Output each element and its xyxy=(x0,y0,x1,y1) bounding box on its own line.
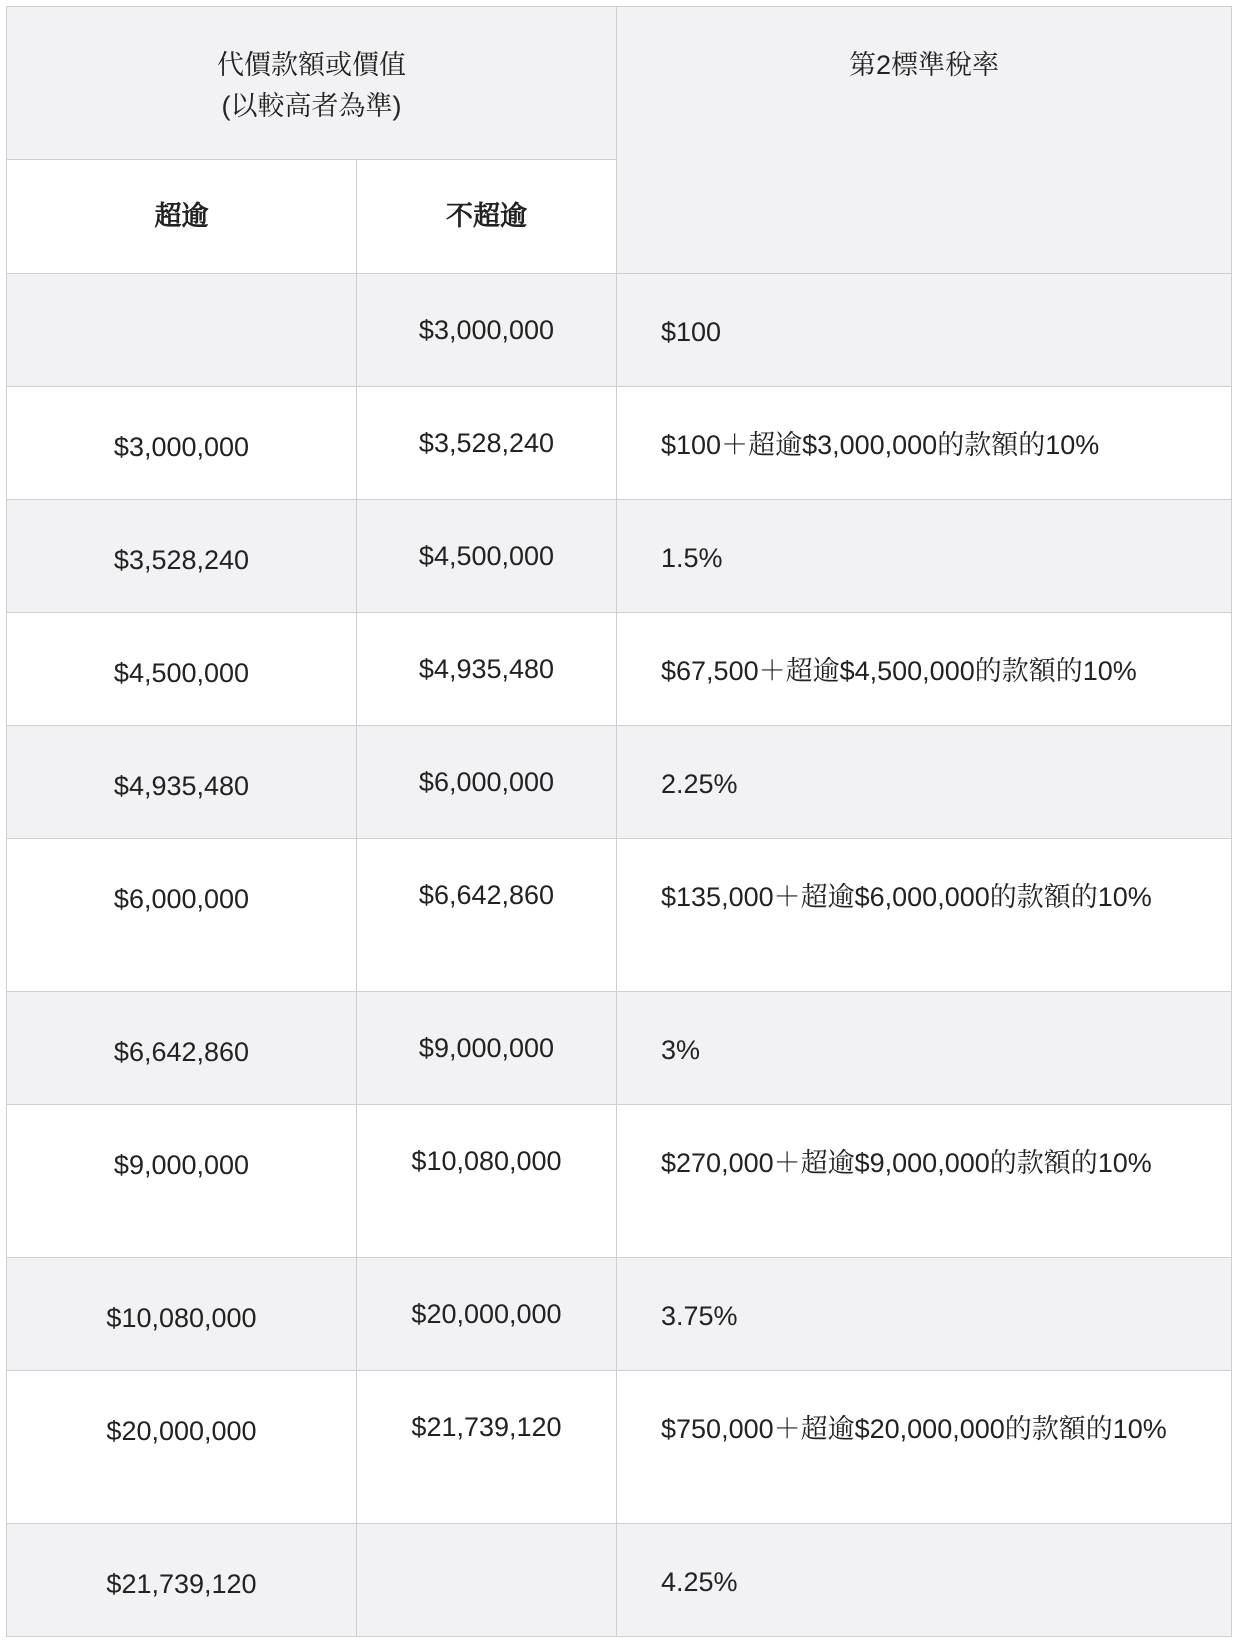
exceeds-cell: $6,000,000 xyxy=(7,839,357,992)
rate-cell: $270,000＋超逾$9,000,000的款額的10% xyxy=(617,1105,1232,1258)
not-exceeding-cell: $21,739,120 xyxy=(357,1371,617,1524)
table-row xyxy=(7,387,1232,500)
table-row xyxy=(7,992,1232,1105)
exceeds-header: 超逾 xyxy=(7,160,357,274)
consideration-header-line1: 代價款額或價值 xyxy=(217,50,406,80)
rate-cell: 3.75% xyxy=(617,1258,1232,1371)
table-row xyxy=(7,613,1232,726)
rate-cell: $100 xyxy=(617,274,1232,387)
table-row xyxy=(7,1105,1232,1258)
not-exceeding-cell xyxy=(357,1524,617,1637)
exceeds-cell xyxy=(7,274,357,387)
not-exceeding-cell: $20,000,000 xyxy=(357,1258,617,1371)
rate-header: 第2標準稅率 xyxy=(617,7,1232,274)
not-exceeding-cell: $4,935,480 xyxy=(357,613,617,726)
not-exceeding-cell: $9,000,000 xyxy=(357,992,617,1105)
exceeds-cell: $6,642,860 xyxy=(7,992,357,1105)
not-exceeding-cell: $6,642,860 xyxy=(357,839,617,992)
rate-cell: $67,500＋超逾$4,500,000的款額的10% xyxy=(617,613,1232,726)
rate-cell: $750,000＋超逾$20,000,000的款額的10% xyxy=(617,1371,1232,1524)
consideration-header xyxy=(7,7,617,160)
table-row xyxy=(7,1258,1232,1371)
not-exceeding-cell: $3,000,000 xyxy=(357,274,617,387)
consideration-header-line2: (以較高者為準) xyxy=(221,91,402,121)
table-row xyxy=(7,1524,1232,1637)
stamp-duty-table-wrapper xyxy=(6,6,1232,1637)
exceeds-cell: $3,528,240 xyxy=(7,500,357,613)
rate-cell: $100＋超逾$3,000,000的款額的10% xyxy=(617,387,1232,500)
rate-cell: $135,000＋超逾$6,000,000的款額的10% xyxy=(617,839,1232,992)
rate-cell: 1.5% xyxy=(617,500,1232,613)
not-exceeding-cell: $6,000,000 xyxy=(357,726,617,839)
rate-cell: 4.25% xyxy=(617,1524,1232,1637)
table-row xyxy=(7,839,1232,992)
exceeds-cell: $9,000,000 xyxy=(7,1105,357,1258)
table-row xyxy=(7,500,1232,613)
exceeds-cell: $10,080,000 xyxy=(7,1258,357,1371)
not-exceeding-cell: $3,528,240 xyxy=(357,387,617,500)
exceeds-cell: $4,500,000 xyxy=(7,613,357,726)
not-exceeding-cell: $10,080,000 xyxy=(357,1105,617,1258)
exceeds-cell: $4,935,480 xyxy=(7,726,357,839)
table-row xyxy=(7,274,1232,387)
table-row xyxy=(7,1371,1232,1524)
not-exceeding-cell: $4,500,000 xyxy=(357,500,617,613)
table-row xyxy=(7,726,1232,839)
stamp-duty-table xyxy=(6,6,1232,1637)
exceeds-cell: $21,739,120 xyxy=(7,1524,357,1637)
exceeds-cell: $20,000,000 xyxy=(7,1371,357,1524)
rate-cell: 3% xyxy=(617,992,1232,1105)
not-exceeding-header: 不超逾 xyxy=(357,160,617,274)
exceeds-cell: $3,000,000 xyxy=(7,387,357,500)
rate-cell: 2.25% xyxy=(617,726,1232,839)
